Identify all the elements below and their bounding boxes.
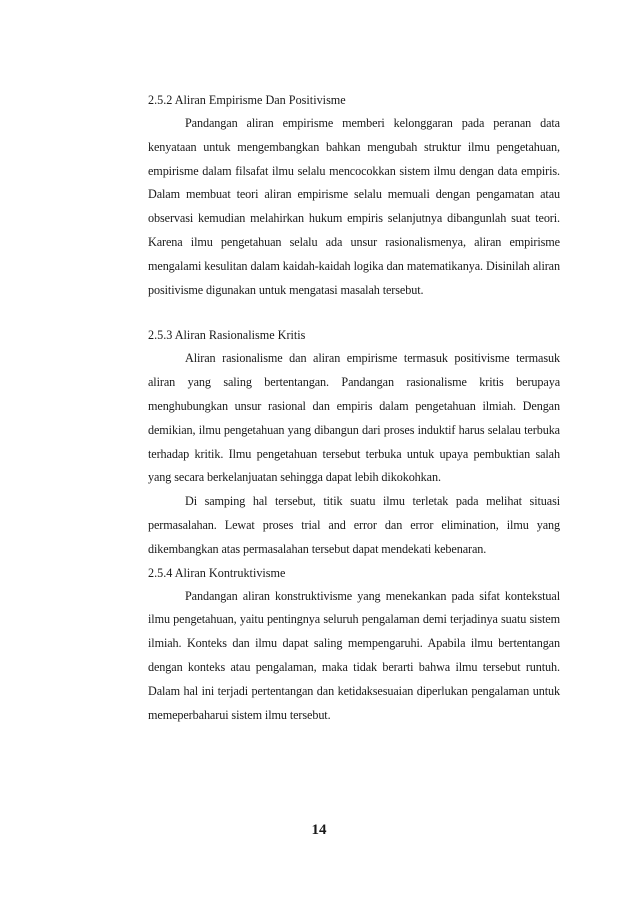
section-heading-kontruktivisme: 2.5.4 Aliran Kontruktivisme [148,565,286,580]
paragraph-kontruktivisme: Pandangan aliran konstruktivisme yang menekankan pada sifat kontekstual ilmu pengetahuan, yaitu pentingnya seluruh pengalaman demi terjadinya suatu sistem ilmiah. Konteks dan ilmu dapat saling mempengaruhi. Apabila ilmu bertentangan dengan konteks atau pengalaman, maka tidak berarti bahwa ilmu tersebut runtuh. Dalam hal ini terjadi pertentangan dan ketidaksesuaian diperlukan pengalaman untuk memeperbaharui sistem ilmu tersebut. [148,588,560,722]
document-page [148,89,560,727]
paragraph-rasionalisme-1: Aliran rasionalisme dan aliran empirisme termasuk positivisme termasuk aliran yang saling bertentangan. Pandangan rasionalisme kritis berupaya menghubungkan unsur rasional dan empiris dalam pengetahuan ilmiah. Dengan demikian, ilmu pengetahuan yang dibangun dari proses induktif harus selalau terbuka terhadap kritik. Ilmu pengetahuan tersebut terbuka untuk upaya pembuktian salah yang secara berkelanjuatan sehingga dapat lebih dikokohkan. [148,351,560,485]
section-gap [148,302,560,324]
paragraph-rasionalisme-2: Di samping hal tersebut, titik suatu ilmu terletak pada melihat situasi permasalahan. Lewat proses trial and error dan error elimination, ilmu yang dikembangkan atas permasalahan tersebut dapat mendekati kebenaran. [148,494,560,556]
section-heading-rasionalisme: 2.5.3 Aliran Rasionalisme Kritis [148,328,306,343]
section-heading-empirisme: 2.5.2 Aliran Empirisme Dan Positivisme [148,93,346,107]
page-number: 14 [311,822,327,838]
paragraph-empirisme: Pandangan aliran empirisme memberi kelonggaran pada peranan data kenyataan untuk mengembangkan bahkan mengubah struktur ilmu pengetahuan, empirisme dalam filsafat ilmu selalu mencocokkan sistem ilmu dengan data empiris. Dalam membuat teori aliran empirisme selalu memuali dengan pengamatan atau observasi kemudian melahirkan hukum empiris selanjutnya dibangunlah suat teori. Karena ilmu pengetahuan selalu ada unsur rasionalismenya, aliran empirisme mengalami kesulitan dalam kaidah-kaidah logika dan matematikanya. Disinilah aliran positivisme digunakan untuk mengatasi masalah tersebut. [148,116,560,297]
